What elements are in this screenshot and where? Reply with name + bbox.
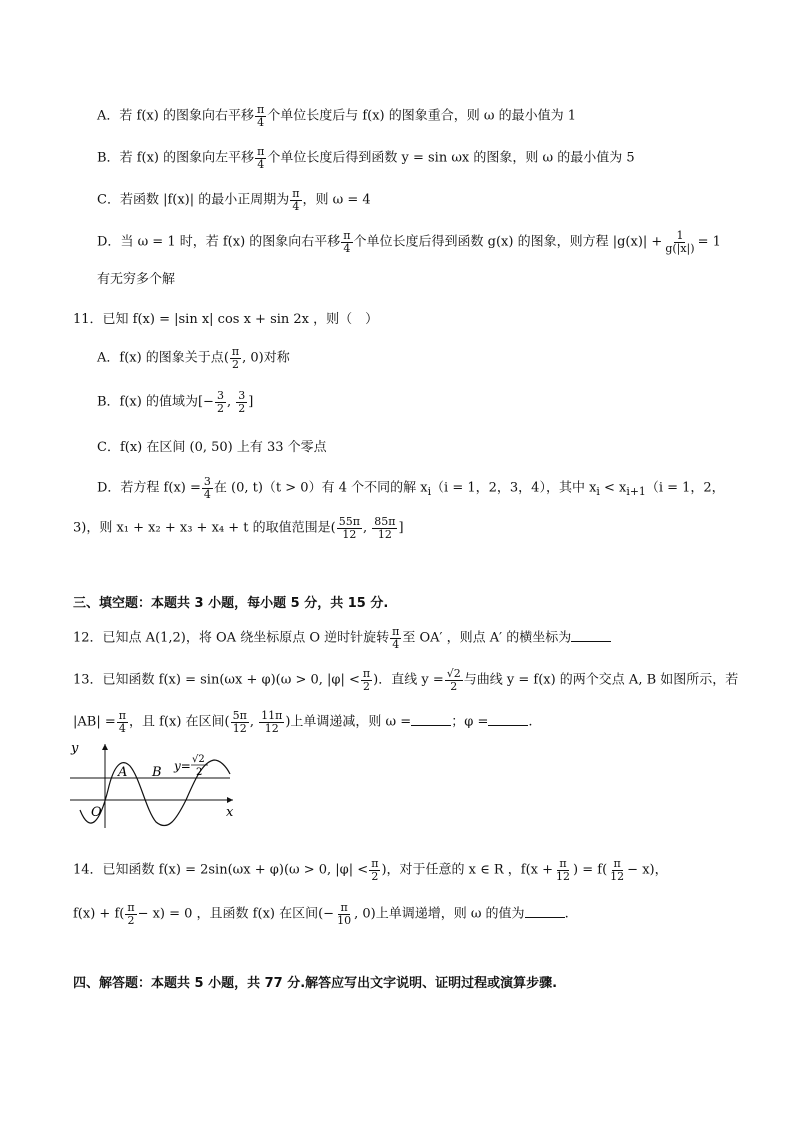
denominator: 4 — [257, 157, 265, 171]
denominator: 4 — [292, 199, 300, 213]
numerator: 3 — [203, 475, 211, 488]
period: . — [528, 714, 533, 730]
denominator: 2 — [127, 913, 135, 927]
denominator: 2 — [363, 679, 371, 693]
period: . — [564, 906, 569, 922]
section-4-heading: 四、解答题：本题共 5 小题，共 77 分.解答应写出文字说明、证明过程或演算步骤. — [73, 976, 558, 991]
option-text: （i = 1，2，3，4），其中 x — [431, 480, 597, 496]
fraction — [259, 710, 284, 734]
subscript: i+1 — [626, 485, 646, 499]
equation: f(x + — [520, 862, 554, 878]
denominator: 12 — [610, 869, 625, 883]
denominator: 2 — [450, 679, 458, 693]
q11-option-b — [97, 390, 253, 414]
denominator: 2 — [238, 401, 246, 415]
fraction — [290, 188, 301, 212]
q11-stem: 11．已知 f(x) = |sin x| cos x + sin 2x ，则（ ） — [73, 312, 379, 327]
option-text: ，则 ω = 4 — [302, 192, 371, 208]
fraction — [230, 346, 241, 370]
option-text: 对称 — [263, 350, 290, 366]
denominator: 12 — [342, 527, 357, 541]
question-text: 上单调递增，则 ω 的值为 — [375, 906, 525, 922]
fraction — [341, 230, 352, 254]
numerator: 3 — [216, 389, 224, 402]
subscript: i — [427, 485, 432, 499]
question-text: φ = — [464, 714, 489, 730]
fraction — [125, 902, 136, 926]
fraction — [337, 516, 362, 540]
numerator: 85π — [374, 515, 396, 528]
numerator: π — [118, 709, 126, 722]
numerator: 11π — [261, 709, 283, 722]
bracket: ] — [398, 520, 404, 536]
denominator: 12 — [377, 527, 392, 541]
fraction — [608, 858, 626, 882]
denominator: g(|x|) — [665, 241, 695, 255]
fraction — [202, 476, 213, 500]
answer-blank[interactable] — [571, 629, 611, 642]
y-axis-arrow — [102, 744, 108, 750]
condition: (ω > 0, |φ| < — [275, 672, 360, 688]
separator: , — [249, 714, 259, 730]
bracket: [− — [197, 394, 214, 410]
option-letter: D． — [97, 234, 121, 250]
option-text: 个单位长度后与 f(x) 的图象重合，则 ω 的最小值为 1 — [267, 108, 577, 124]
separator: , — [226, 394, 236, 410]
numerator: √2 — [446, 667, 461, 680]
option-text: 3)，则 x₁ + x₂ + x₃ + x₄ + t 的取值范围是 — [73, 520, 331, 536]
point-b-label: B — [152, 765, 162, 780]
denominator: 4 — [257, 115, 265, 129]
fraction — [255, 146, 266, 170]
option-text: 若函数 |f(x)| 的最小正周期为 — [119, 192, 290, 208]
q13-line-2 — [73, 710, 532, 734]
origin-label: O — [91, 805, 102, 820]
denominator: 12 — [264, 721, 279, 735]
option-letter: C． — [97, 192, 120, 208]
option-text: B．f(x) 的值域为 — [97, 394, 198, 410]
fraction — [335, 902, 353, 926]
bracket: (− — [318, 906, 335, 922]
x-axis-arrow — [227, 797, 233, 803]
separator: , — [362, 520, 372, 536]
denominator: 4 — [343, 241, 351, 255]
fraction — [215, 390, 226, 414]
numerator: 1 — [676, 229, 684, 242]
q14-line-1 — [73, 858, 668, 882]
fraction — [372, 516, 397, 540]
option-letter: A． — [97, 108, 120, 124]
point-a-label: A — [118, 765, 128, 780]
q13-line-1 — [73, 668, 738, 692]
line-label: y= — [174, 759, 191, 773]
option-text: 若 f(x) 的图象向左平移 — [119, 150, 255, 166]
option-text: 在 (0, t)（t > 0）有 4 个不同的解 x — [213, 480, 428, 496]
bracket: ) — [285, 714, 291, 730]
bracket: , 0) — [354, 906, 376, 922]
fraction — [236, 390, 247, 414]
bracket: ( — [224, 714, 230, 730]
question-text: − x) = 0 ，且函数 f(x) 在区间 — [137, 906, 319, 922]
denominator: 2 — [371, 869, 379, 883]
subscript: i — [596, 485, 600, 499]
bracket: , 0) — [242, 350, 264, 366]
q11-option-d — [97, 476, 725, 500]
condition: (ω > 0, |φ| < — [283, 862, 369, 878]
option-text: 若 f(x) 的图象向右平移 — [119, 108, 254, 124]
numerator: π — [231, 345, 240, 358]
q10-option-d-continued: 有无穷多个解 — [97, 272, 176, 287]
option-text: = 1 — [697, 234, 721, 250]
question-text: 与曲线 y = f(x) 的两个交点 A, B 如图所示，若 — [463, 672, 739, 688]
numerator: 3 — [238, 389, 246, 402]
numerator: 5π — [232, 709, 247, 722]
sine-graph — [68, 740, 238, 830]
question-text: )．直线 y = — [373, 672, 444, 688]
answer-blank-phi[interactable] — [488, 713, 528, 726]
q14-line-2 — [73, 902, 569, 926]
question-text: 13．已知函数 f(x) = sin(ωx + φ) — [73, 672, 276, 688]
numerator: π — [362, 667, 371, 680]
option-letter: B． — [97, 150, 120, 166]
option-text: A．f(x) 的图象关于点 — [97, 350, 224, 366]
equation: f(x) + f( — [73, 906, 125, 922]
equation: − x)， — [627, 862, 668, 878]
q10-option-a — [97, 104, 576, 128]
question-text: )，对于任意的 x ∈ R ， — [381, 862, 521, 878]
option-text: （i = 1，2， — [645, 480, 725, 496]
option-text: 个单位长度后得到函数 y = sin ωx 的图象，则 ω 的最小值为 5 — [267, 150, 635, 166]
equation: ) = f( — [573, 862, 608, 878]
fraction — [445, 668, 463, 692]
numerator: π — [343, 229, 351, 242]
denominator: 2 — [216, 401, 224, 415]
denominator: 4 — [392, 637, 400, 651]
fraction — [390, 626, 401, 650]
fraction — [231, 710, 249, 734]
fraction — [255, 104, 266, 128]
numerator: π — [392, 625, 400, 638]
option-text: 个单位长度后得到函数 g(x) 的图象，则方程 |g(x)| + — [353, 234, 663, 250]
q11-option-a — [97, 346, 290, 370]
bracket: ( — [330, 520, 336, 536]
numerator: π — [371, 857, 379, 870]
question-text: 12．已知点 A(1,2)，将 OA 绕坐标原点 O 逆时针旋转 — [73, 630, 390, 646]
denominator: 10 — [337, 913, 352, 927]
question-text: 上单调递减，则 ω = — [290, 714, 412, 730]
section-3-heading: 三、填空题：本题共 3 小题，每小题 5 分，共 15 分. — [73, 596, 389, 611]
y-axis-label: y — [71, 741, 79, 756]
numerator: π — [257, 145, 265, 158]
line-label-denominator: 2 — [196, 767, 203, 778]
option-text: 当 ω = 1 时，若 f(x) 的图象向右平移 — [120, 234, 341, 250]
bracket: ( — [223, 350, 229, 366]
question-text: 14．已知函数 f(x) = 2sin(ωx + φ) — [73, 862, 284, 878]
fraction — [663, 230, 696, 254]
numerator: π — [559, 857, 567, 870]
answer-blank[interactable] — [525, 905, 565, 918]
denominator: 12 — [556, 869, 571, 883]
numerator: π — [256, 103, 265, 116]
numerator: 55π — [338, 515, 360, 528]
q12 — [73, 626, 611, 650]
numerator: π — [127, 901, 135, 914]
option-text: < x — [599, 480, 627, 496]
fraction — [361, 668, 372, 692]
q10-option-d — [97, 230, 721, 254]
answer-blank-omega[interactable] — [411, 713, 451, 726]
fraction — [369, 858, 380, 882]
x-axis-label: x — [226, 805, 234, 820]
denominator: 12 — [232, 721, 247, 735]
numerator: π — [340, 901, 348, 914]
bracket: ] — [248, 394, 254, 410]
separator: ； — [451, 714, 465, 730]
denominator: 2 — [232, 357, 239, 371]
q11-option-c: C．f(x) 在区间 (0, 50) 上有 33 个零点 — [97, 440, 327, 455]
denominator: 4 — [118, 721, 126, 735]
numerator: π — [613, 857, 621, 870]
fraction — [554, 858, 572, 882]
option-text: D．若方程 f(x) = — [97, 480, 201, 496]
question-text: |AB| = — [73, 714, 116, 730]
line-label-numerator: √2 — [192, 754, 205, 765]
q10-option-c — [97, 188, 371, 212]
q11-option-d-continued — [73, 516, 404, 540]
numerator: π — [292, 187, 300, 200]
question-text: ，且 f(x) 在区间 — [128, 714, 225, 730]
question-text: 至 OA′ ，则点 A′ 的横坐标为 — [402, 630, 572, 646]
denominator: 4 — [203, 487, 211, 501]
q10-option-b — [97, 146, 635, 170]
fraction — [117, 710, 128, 734]
